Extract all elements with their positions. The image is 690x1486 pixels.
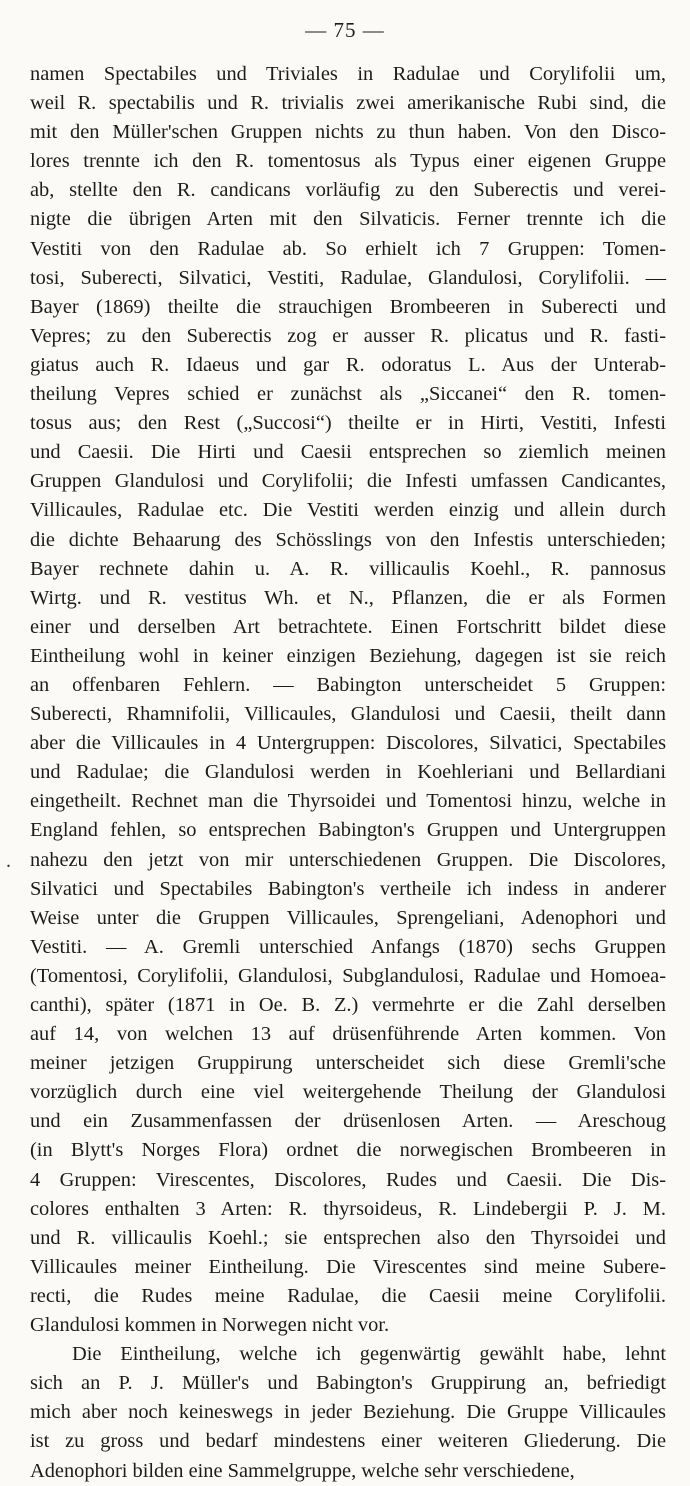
text-line: Adenophori bilden eine Sammelgruppe, welche sehr verschiedene, xyxy=(30,1459,575,1482)
margin-mark: . xyxy=(6,850,11,872)
text-line: Eintheilung wohl in keiner einzigen Beziehung, dagegen ist sie reich xyxy=(30,644,666,667)
text-line: auf 14, von welchen 13 auf drüsenführende Arten kommen. Von xyxy=(30,1023,666,1046)
text-line: weil R. spectabilis und R. trivialis zwei amerikanische Rubi sind, die xyxy=(30,92,666,115)
text-line: und ein Zusammenfassen der drüsenlosen Arten. — Areschoug xyxy=(30,1110,666,1133)
text-line: vorzüglich durch eine viel weitergehende Theilung der Glandulosi xyxy=(30,1081,666,1104)
text-line: (in Blytt's Norges Flora) ordnet die norwegischen Brombeeren in xyxy=(30,1139,666,1162)
text-line: Die Eintheilung, welche ich gegenwärtig gewählt habe, lehnt xyxy=(72,1343,666,1366)
text-line: einer und derselben Art betrachtete. Einen Fortschritt bildet diese xyxy=(30,615,666,638)
body-text xyxy=(30,60,666,1486)
text-line: und R. villicaulis Koehl.; sie entsprechen also den Thyrsoidei und xyxy=(30,1226,666,1249)
text-line: Silvatici und Spectabiles Babington's vertheile ich indess in anderer xyxy=(30,877,666,900)
text-line: Gruppen Glandulosi und Corylifolii; die Infesti umfassen Candicantes, xyxy=(30,470,666,493)
text-line: nahezu den jetzt von mir unterschiedenen Gruppen. Die Discolores, xyxy=(30,848,666,871)
text-line: lores trennte ich den R. tomentosus als Typus einer eigenen Gruppe xyxy=(30,150,666,173)
text-line: (Tomentosi, Corylifolii, Glandulosi, Subglandulosi, Radulae und Homoea- xyxy=(30,964,666,987)
text-line: colores enthalten 3 Arten: R. thyrsoideus, R. Lindebergii P. J. M. xyxy=(30,1197,666,1220)
text-line: tosus aus; den Rest („Succosi“) theilte er in Hirti, Vestiti, Infesti xyxy=(30,412,666,435)
text-line: meiner jetzigen Gruppirung unterscheidet sich diese Gremli'sche xyxy=(30,1052,666,1075)
text-line: mich aber noch keineswegs in jeder Beziehung. Die Gruppe Villicaules xyxy=(30,1401,666,1424)
text-line: ist zu gross und bedarf mindestens einer weiteren Gliederung. Die xyxy=(30,1430,666,1453)
text-line: sich an P. J. Müller's und Babington's Gruppirung an, befriedigt xyxy=(30,1372,666,1395)
text-line: Vestiti. — A. Gremli unterschied Anfangs (1870) sechs Gruppen xyxy=(30,935,666,958)
text-line: namen Spectabiles und Triviales in Radulae und Corylifolii um, xyxy=(30,63,666,85)
page-number: — 75 — xyxy=(305,18,385,42)
text-line: und Radulae; die Glandulosi werden in Koehleriani und Bellardiani xyxy=(30,761,666,784)
text-line: England fehlen, so entsprechen Babington's Gruppen und Untergruppen xyxy=(30,819,666,842)
text-line: ab, stellte den R. candicans vorläufig zu den Suberectis und verei- xyxy=(30,179,666,202)
text-line: eingetheilt. Rechnet man die Thyrsoidei und Tomentosi hinzu, welche in xyxy=(30,790,666,813)
text-line: nigte die übrigen Arten mit den Silvaticis. Ferner trennte ich die xyxy=(30,208,666,231)
text-line: Weise unter die Gruppen Villicaules, Sprengeliani, Adenophori und xyxy=(30,906,666,929)
text-line: tosi, Suberecti, Silvatici, Vestiti, Radulae, Glandulosi, Corylifolii. — xyxy=(30,266,666,289)
text-line: Vestiti von den Radulae ab. So erhielt ich 7 Gruppen: Tomen- xyxy=(30,237,666,260)
text-line: an offenbaren Fehlern. — Babington unterscheidet 5 Gruppen: xyxy=(30,673,666,696)
text-line: mit den Müller'schen Gruppen nichts zu thun haben. Von den Disco- xyxy=(30,121,666,144)
text-line: giatus auch R. Idaeus und gar R. odoratus L. Aus der Unterab- xyxy=(30,353,666,376)
text-line: Bayer (1869) theilte die strauchigen Brombeeren in Suberecti und xyxy=(30,295,666,318)
text-line: 4 Gruppen: Virescentes, Discolores, Rudes und Caesii. Die Dis- xyxy=(30,1168,666,1191)
text-line: Wirtg. und R. vestitus Wh. et N., Pflanzen, die er als Formen xyxy=(30,586,666,609)
text-line: Suberecti, Rhamnifolii, Villicaules, Glandulosi und Caesii, theilt dann xyxy=(30,703,666,726)
text-line: Villicaules meiner Eintheilung. Die Virescentes sind meine Subere- xyxy=(30,1255,666,1278)
text-line: aber die Villicaules in 4 Untergruppen: Discolores, Silvatici, Spectabiles xyxy=(30,732,666,755)
text-line: canthi), später (1871 in Oe. B. Z.) vermehrte er die Zahl derselben xyxy=(30,994,666,1016)
text-line: recti, die Rudes meine Radulae, die Caesii meine Corylifolii. xyxy=(30,1284,666,1307)
text-line: Villicaules, Radulae etc. Die Vestiti werden einzig und allein durch xyxy=(30,499,666,522)
text-line: Bayer rechnete dahin u. A. R. villicaulis Koehl., R. pannosus xyxy=(30,557,666,580)
text-line: und Caesii. Die Hirti und Caesii entsprechen so ziemlich meinen xyxy=(30,441,666,464)
text-line: theilung Vepres schied er zunächst als „Siccanei“ den R. tomen- xyxy=(30,383,666,406)
text-line: Vepres; zu den Suberectis zog er ausser R. plicatus und R. fasti- xyxy=(30,324,666,347)
text-line: die dichte Behaarung des Schösslings von den Infestis unterschieden; xyxy=(30,528,666,551)
text-line: Glandulosi kommen in Norwegen nicht vor. xyxy=(30,1314,390,1337)
